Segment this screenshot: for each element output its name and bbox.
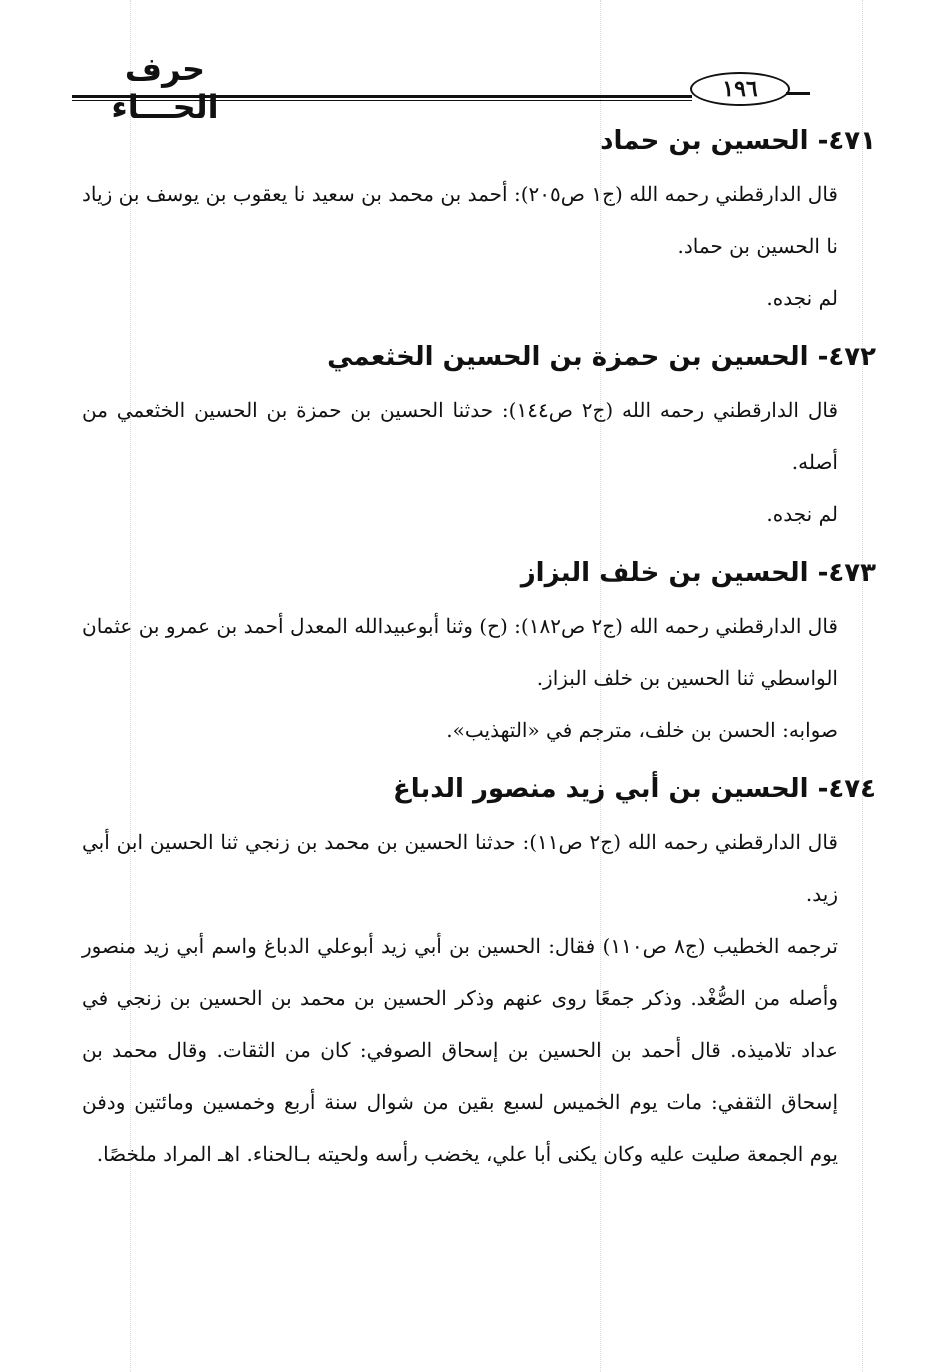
header-rule-thin: [72, 100, 692, 101]
scan-artifact-line: [862, 0, 863, 1372]
entry-paragraph: قال الدارقطني رحمه الله (ج٢ ص١٨٢): (ح) وثنا أبوعبيدالله المعدل أحمد بن عمرو بن عثمان الواسطي ثنا الحسين بن خلف البزاز.: [82, 614, 838, 690]
entry-paragraph: قال الدارقطني رحمه الله (ج٢ ص١١): حدثنا الحسين بن محمد بن زنجي ثنا الحسين ابن أبي زيد.: [82, 830, 838, 906]
entry-paragraph: ترجمه الخطيب (ج٨ ص١١٠) فقال: الحسين بن أبي زيد أبوعلي الدباغ واسم أبي زيد منصور وأصله من الصُّغْد. وذكر جمعًا روى عنهم وذكر الحسين بن محمد بن الحسين بن زنجي في عداد تلاميذه. قال أحمد بن الحسين بن إسحاق الصوفي: كان من الثقات. وقال محمد بن إسحاق الثقفي: مات يوم الخميس لسبع بقين من شوال سنة أربع وخمسين ومائتين ودفن يوم الجمعة صليت عليه وكان يكنى أبا علي، يخضب رأسه ولحيته بـالحناء. اهـ المراد ملخصًا.: [82, 934, 839, 1166]
entry-paragraph: صوابه: الحسن بن خلف، مترجم في «التهذيب».: [446, 718, 838, 742]
header-rule: [72, 95, 692, 98]
header-rule-tail: [786, 92, 810, 95]
entry-472: [82, 336, 876, 540]
entry-473: [82, 552, 876, 756]
page-number: ١٩٦: [690, 72, 790, 106]
entry-heading: ٤٧٤- الحسين بن أبي زيد منصور الدباغ: [392, 774, 876, 804]
entry-paragraph: قال الدارقطني رحمه الله (ج١ ص٢٠٥): أحمد بن محمد بن سعيد نا يعقوب بن يوسف بن زياد نا الحسين بن حماد.: [82, 182, 838, 258]
entry-471: [82, 120, 876, 324]
entry-paragraph: لم نجده.: [766, 286, 838, 310]
entry-heading: ٤٧١- الحسين بن حماد: [600, 126, 876, 156]
entry-heading: ٤٧٢- الحسين بن حمزة بن الحسين الخثعمي: [327, 342, 876, 372]
entry-paragraph: لم نجده.: [766, 502, 838, 526]
page-header-title: حرف الحـــاء: [111, 50, 219, 126]
page-content: [82, 120, 876, 1180]
entry-474: [82, 768, 876, 1180]
entry-heading: ٤٧٣- الحسين بن خلف البزاز: [520, 558, 876, 588]
entry-paragraph: قال الدارقطني رحمه الله (ج٢ ص١٤٤): حدثنا الحسين بن حمزة بن الحسين الخثعمي من أصله.: [82, 398, 839, 474]
